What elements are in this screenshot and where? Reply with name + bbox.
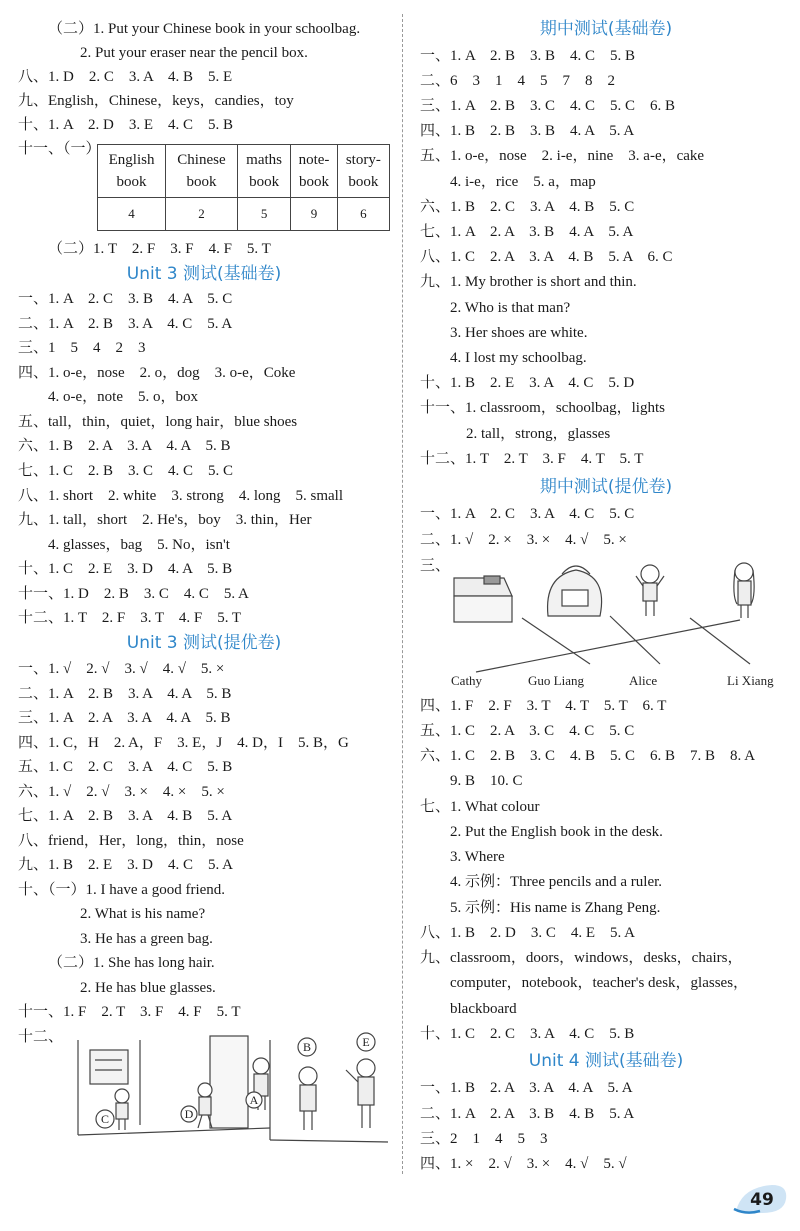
answer-line: 三、1. A 2. A 3. A 4. A 5. B xyxy=(18,710,231,726)
answer-line: 十、1. C 2. C 3. A 4. C 5. B xyxy=(420,1026,635,1042)
answer-line: 五、1. C 2. C 3. A 4. C 5. B xyxy=(18,759,233,775)
answer-line: 二、6 3 1 4 5 7 8 2 xyxy=(420,73,616,89)
section-title: Unit 4 测试(基础卷) xyxy=(528,1051,684,1071)
answer-line: 十一、1. F 2. T 3. F 4. F 5. T xyxy=(18,1004,241,1020)
answer-line: 八、1. B 2. D 3. C 4. E 5. A xyxy=(420,925,636,941)
answer-line: （二）1. T 2. F 3. F 4. F 5. T xyxy=(48,241,271,257)
answer-line: 2. Put the English book in the desk. xyxy=(450,824,663,840)
answer-line: computer，notebook，teacher's desk，glasses， xyxy=(450,975,749,991)
pic-label: A xyxy=(249,1093,259,1107)
answer-line: 六、1. B 2. A 3. A 4. A 5. B xyxy=(18,438,231,454)
answer-line: 九、1. tall，short 2. He's，boy 3. thin，Her xyxy=(18,512,312,528)
match-name: Li Xiang xyxy=(727,673,774,688)
answer-line: 3. Where xyxy=(450,849,505,865)
answer-line: 二、1. A 2. B 3. A 4. C 5. A xyxy=(18,316,233,332)
answer-line: 十、1. B 2. E 3. A 4. C 5. D xyxy=(420,375,635,391)
answer-line: 3. He has a green bag. xyxy=(80,931,213,947)
section-title: Unit 3 测试(基础卷) xyxy=(126,264,282,284)
answer-line: 七、1. What colour xyxy=(420,799,540,815)
answer-line: 5. 示例：His name is Zhang Peng. xyxy=(450,900,661,916)
corridor-illustration xyxy=(70,1030,390,1148)
answer-line: 3. Her shoes are white. xyxy=(450,325,588,341)
answer-line: 八、friend，Her，long，thin，nose xyxy=(18,833,244,849)
table-cell: 2 xyxy=(166,198,238,231)
answer-line: 三、1 5 4 2 3 xyxy=(18,340,146,356)
answer-line: 9. B 10. C xyxy=(450,773,523,789)
pic-label: B xyxy=(302,1040,312,1054)
answer-line: 五、1. C 2. A 3. C 4. C 5. C xyxy=(420,723,635,739)
answer-line: 三、1. A 2. B 3. C 4. C 5. C 6. B xyxy=(420,98,676,114)
answer-line: 一、1. √ 2. √ 3. √ 4. √ 5. × xyxy=(18,661,225,677)
answer-line: 九、1. My brother is short and thin. xyxy=(420,274,637,290)
answer-line: 八、1. C 2. A 3. A 4. B 5. A 6. C xyxy=(420,249,673,265)
answer-line: 四、1. F 2. F 3. T 4. T 5. T 6. T xyxy=(420,698,667,714)
table-cell: 5 xyxy=(237,198,291,231)
match-name: Cathy xyxy=(451,673,483,688)
answer-line: 一、1. B 2. A 3. A 4. A 5. A xyxy=(420,1080,633,1096)
answer-line: 4. I lost my schoolbag. xyxy=(450,350,587,366)
pic-label: C xyxy=(100,1112,110,1126)
answer-line: 三、2 1 4 5 3 xyxy=(420,1131,548,1147)
answer-line: 四、1. o-e，nose 2. o，dog 3. o-e，Coke xyxy=(18,365,296,381)
answer-line: 十、（一）1. I have a good friend. xyxy=(18,882,226,898)
pic-label: D xyxy=(184,1107,194,1121)
answer-line: 4. i-e，rice 5. a，map xyxy=(450,174,596,190)
match-name: Alice xyxy=(629,673,658,688)
section-title: Unit 3 测试(提优卷) xyxy=(126,633,282,653)
table-cell: 9 xyxy=(291,198,337,231)
table-header: story- book xyxy=(337,145,389,198)
answer-line: 八、1. D 2. C 3. A 4. B 5. E xyxy=(18,69,233,85)
answer-line: 四、1. B 2. B 3. B 4. A 5. A xyxy=(420,123,635,139)
answer-line: 十、1. A 2. D 3. E 4. C 5. B xyxy=(18,117,234,133)
answer-line: 三、 xyxy=(420,558,451,574)
answer-line: 十一、1. D 2. B 3. C 4. C 5. A xyxy=(18,586,249,602)
answer-line: 4. o-e，note 5. o，box xyxy=(48,389,198,405)
table-header: note- book xyxy=(291,145,337,198)
answer-line: 六、1. C 2. B 3. C 4. B 5. C 6. B 7. B 8. A xyxy=(420,748,756,764)
answer-line: 八、1. short 2. white 3. strong 4. long 5. small xyxy=(18,488,343,504)
page-number: 49 xyxy=(750,1190,774,1210)
table-cell: 4 xyxy=(98,198,166,231)
answer-line: （二）1. She has long hair. xyxy=(48,955,215,971)
answer-line: 十一、1. classroom，schoolbag，lights xyxy=(420,400,665,416)
answer-line: 二、1. A 2. B 3. A 4. A 5. B xyxy=(18,686,232,702)
answer-line: blackboard xyxy=(450,1001,517,1017)
page-number-badge xyxy=(732,1181,790,1217)
answer-line: 2. Put your eraser near the pencil box. xyxy=(80,45,308,61)
answer-line: （二）1. Put your Chinese book in your schoolbag. xyxy=(48,21,361,37)
answer-line: 七、1. C 2. B 3. C 4. C 5. C xyxy=(18,463,234,479)
pic-label: E xyxy=(362,1035,370,1049)
answer-line: 六、1. B 2. C 3. A 4. B 5. C xyxy=(420,199,635,215)
answer-line: 九、English，Chinese，keys，candies，toy xyxy=(18,93,294,109)
answer-line: 十一、（一） xyxy=(18,141,101,157)
answer-line: 九、1. B 2. E 3. D 4. C 5. A xyxy=(18,857,234,873)
section-title: 期中测试(提优卷) xyxy=(539,477,673,497)
table-header: maths book xyxy=(237,145,291,198)
answer-line: 七、1. A 2. B 3. A 4. B 5. A xyxy=(18,808,233,824)
answer-line: 一、1. A 2. B 3. B 4. C 5. B xyxy=(420,48,636,64)
answer-line: 十、1. C 2. E 3. D 4. A 5. B xyxy=(18,561,233,577)
answer-line: 六、1. √ 2. √ 3. × 4. × 5. × xyxy=(18,784,225,800)
answer-line: 五、tall，thin，quiet，long hair，blue shoes xyxy=(18,414,298,430)
answer-line: 五、1. o-e，nose 2. i-e，nine 3. a-e，cake xyxy=(420,148,705,164)
vocab-table xyxy=(97,144,390,231)
answer-line: 4. glasses，bag 5. No，isn't xyxy=(48,537,230,553)
table-header: Chinese book xyxy=(166,145,238,198)
answer-line: 四、1. × 2. √ 3. × 4. √ 5. √ xyxy=(420,1156,627,1172)
section-title: 期中测试(基础卷) xyxy=(539,19,673,39)
match-name: Guo Liang xyxy=(528,673,584,688)
answer-line: 2. tall，strong，glasses xyxy=(466,426,611,442)
answer-line: 一、1. A 2. C 3. B 4. A 5. C xyxy=(18,291,233,307)
answer-line: 四、1. C，H 2. A，F 3. E，J 4. D，I 5. B，G xyxy=(18,735,349,751)
table-cell: 6 xyxy=(337,198,389,231)
answer-line: 一、1. A 2. C 3. A 4. C 5. C xyxy=(420,506,635,522)
table-header: English book xyxy=(98,145,166,198)
answer-line: 二、1. A 2. A 3. B 4. B 5. A xyxy=(420,1106,635,1122)
answer-line: 十二、1. T 2. T 3. F 4. T 5. T xyxy=(420,451,644,467)
answer-line: 二、1. √ 2. × 3. × 4. √ 5. × xyxy=(420,532,627,548)
answer-line: 2. Who is that man? xyxy=(450,300,571,316)
answer-line: 2. What is his name? xyxy=(80,906,206,922)
answer-line: 九、classroom，doors，windows，desks，chairs， xyxy=(420,950,743,966)
column-divider xyxy=(402,14,403,1174)
answer-line: 七、1. A 2. A 3. B 4. A 5. A xyxy=(420,224,634,240)
answer-line: 十二、1. T 2. F 3. T 4. F 5. T xyxy=(18,610,242,626)
answer-line: 2. He has blue glasses. xyxy=(80,980,216,996)
matching-illustration xyxy=(440,556,790,692)
answer-line: 十二、 xyxy=(18,1029,64,1045)
answer-line: 4. 示例：Three pencils and a ruler. xyxy=(450,874,663,890)
